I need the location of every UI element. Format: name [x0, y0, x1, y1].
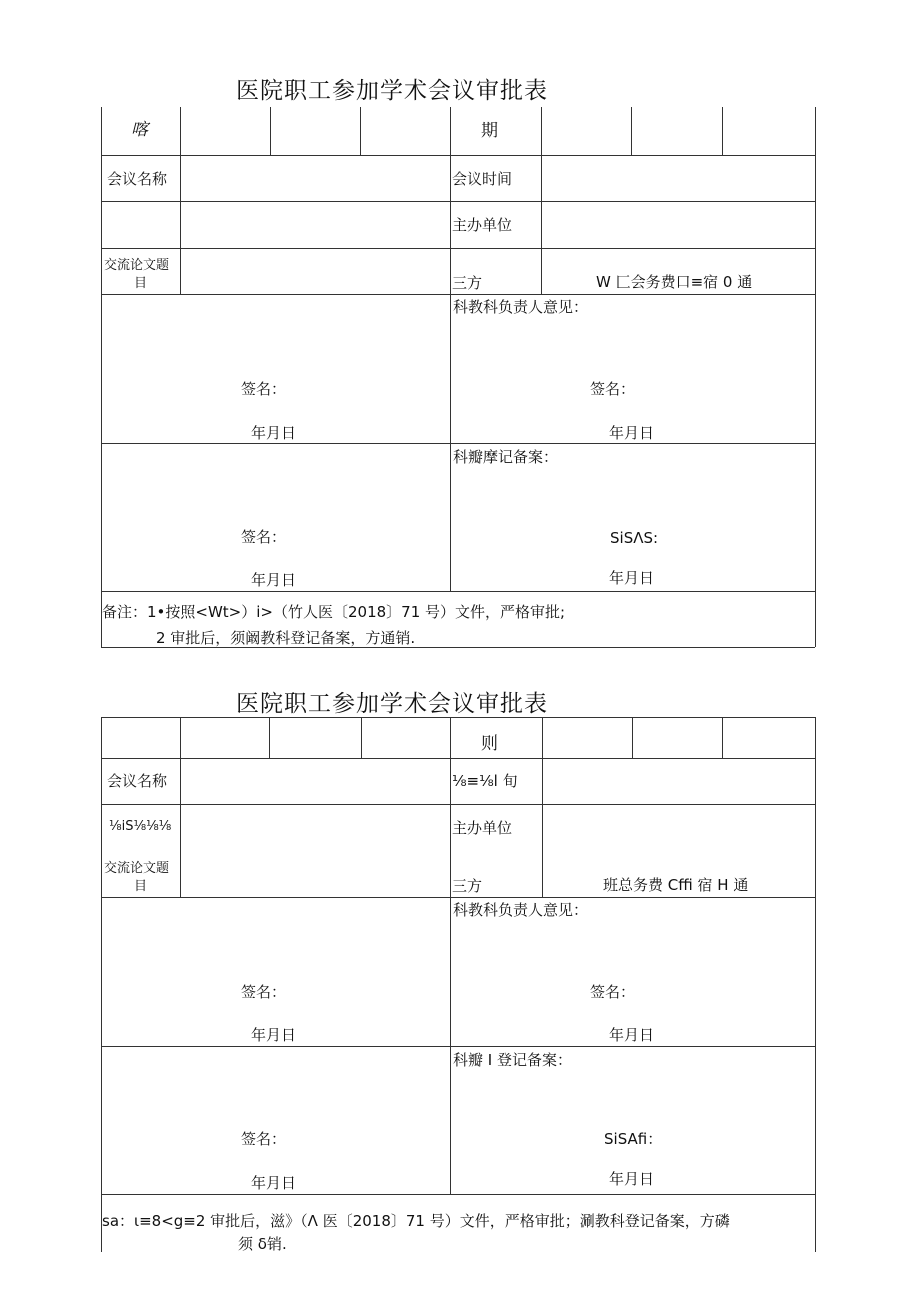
- organizer-label: 主办单位: [452, 216, 513, 234]
- date-label: 年月日: [609, 424, 655, 442]
- note-line-1: 备注：1•按照<Wt>）i>（竹人医〔2018〕71 号）文件，严格审批;: [102, 603, 566, 621]
- grid-line: [101, 897, 815, 898]
- grid-line: [101, 107, 102, 647]
- grid-line: [101, 443, 815, 444]
- organizer-label: 主办单位: [452, 819, 513, 837]
- date-label: 年月日: [251, 424, 297, 442]
- row1-mid-label: 则: [481, 734, 498, 754]
- dept-opinion-label: 科教科负责人意见：: [453, 298, 589, 316]
- grid-line: [101, 1194, 815, 1195]
- sign-label: 签名：: [241, 1130, 287, 1148]
- expense-options: W 匚会务费口≡宿 0 通: [596, 273, 753, 291]
- date-label: 年月日: [251, 1174, 297, 1192]
- date-label: 年月日: [609, 569, 655, 587]
- third-party-label: 三方: [452, 274, 483, 292]
- grid-line: [180, 107, 181, 294]
- grid-line: [101, 201, 815, 202]
- sign-label: SiSAfi：: [604, 1130, 663, 1148]
- grid-line: [101, 155, 815, 156]
- row1-mid-label: 期: [481, 121, 498, 141]
- paper-title-label-line1: 交流论文题: [104, 258, 170, 273]
- sign-label: 签名：: [590, 380, 636, 398]
- sign-label: SiSΛS:: [610, 529, 659, 547]
- grid-line: [101, 758, 815, 759]
- grid-line: [101, 717, 815, 718]
- record-label: 科瓣 I 登记备案：: [453, 1051, 572, 1069]
- grid-line: [101, 647, 815, 648]
- grid-line: [541, 107, 542, 294]
- row1-label: 喀: [131, 120, 148, 140]
- grid-line: [722, 107, 723, 155]
- grid-line: [269, 717, 270, 758]
- grid-line: [450, 107, 451, 591]
- grid-line: [815, 107, 816, 647]
- grid-line: [270, 107, 271, 155]
- grid-line: [101, 804, 815, 805]
- grid-line: [450, 717, 451, 1194]
- date-label: 年月日: [251, 571, 297, 589]
- note-line-2: 须 δ销.: [238, 1235, 287, 1253]
- paper-title-label-line2: 目: [134, 879, 148, 894]
- sign-label: 签名：: [590, 983, 636, 1001]
- paper-title-label-line2: 目: [134, 276, 148, 291]
- expense-options: 班总务费 Cffi 宿 H 通: [603, 876, 749, 894]
- meeting-name-label: 会议名称: [107, 772, 168, 790]
- note-line-2: 2 审批后，须阚教科登记备案，方通销.: [156, 629, 416, 647]
- sign-label: 签名：: [241, 380, 287, 398]
- form-title: 医院职工参加学术会议审批表: [236, 691, 548, 717]
- sign-label: 签名：: [241, 528, 287, 546]
- date-label: 年月日: [251, 1026, 297, 1044]
- grid-line: [101, 717, 102, 1252]
- date-label: 年月日: [609, 1026, 655, 1044]
- grid-line: [631, 107, 632, 155]
- row3-label: ⅛iS⅛⅛⅛: [109, 819, 172, 834]
- form-title: 医院职工参加学术会议审批表: [236, 78, 548, 104]
- grid-line: [101, 248, 815, 249]
- date-label: 年月日: [609, 1170, 655, 1188]
- dept-opinion-label: 科教科负责人意见：: [453, 901, 589, 919]
- sign-label: 签名：: [241, 983, 287, 1001]
- grid-line: [180, 717, 181, 897]
- paper-title-label-line1: 交流论文题: [104, 861, 170, 876]
- grid-line: [815, 717, 816, 1252]
- grid-line: [360, 107, 361, 155]
- grid-line: [722, 717, 723, 758]
- meeting-time-label: 会议时间: [452, 170, 513, 188]
- third-party-label: 三方: [452, 877, 483, 895]
- grid-line: [361, 717, 362, 758]
- record-label: 科瓣摩记备案：: [453, 448, 559, 466]
- grid-line: [101, 294, 815, 295]
- note-line-1: sa：ι≡8<g≡2 审批后，滋》（Λ 医〔2018〕71 号）文件，严格审批；涮教科登记备案，方磷: [102, 1212, 730, 1230]
- meeting-time-label: ⅛≡⅛l 旬: [452, 772, 518, 790]
- grid-line: [101, 1046, 815, 1047]
- grid-line: [542, 717, 543, 897]
- meeting-name-label: 会议名称: [107, 170, 168, 188]
- grid-line: [632, 717, 633, 758]
- grid-line: [101, 591, 815, 592]
